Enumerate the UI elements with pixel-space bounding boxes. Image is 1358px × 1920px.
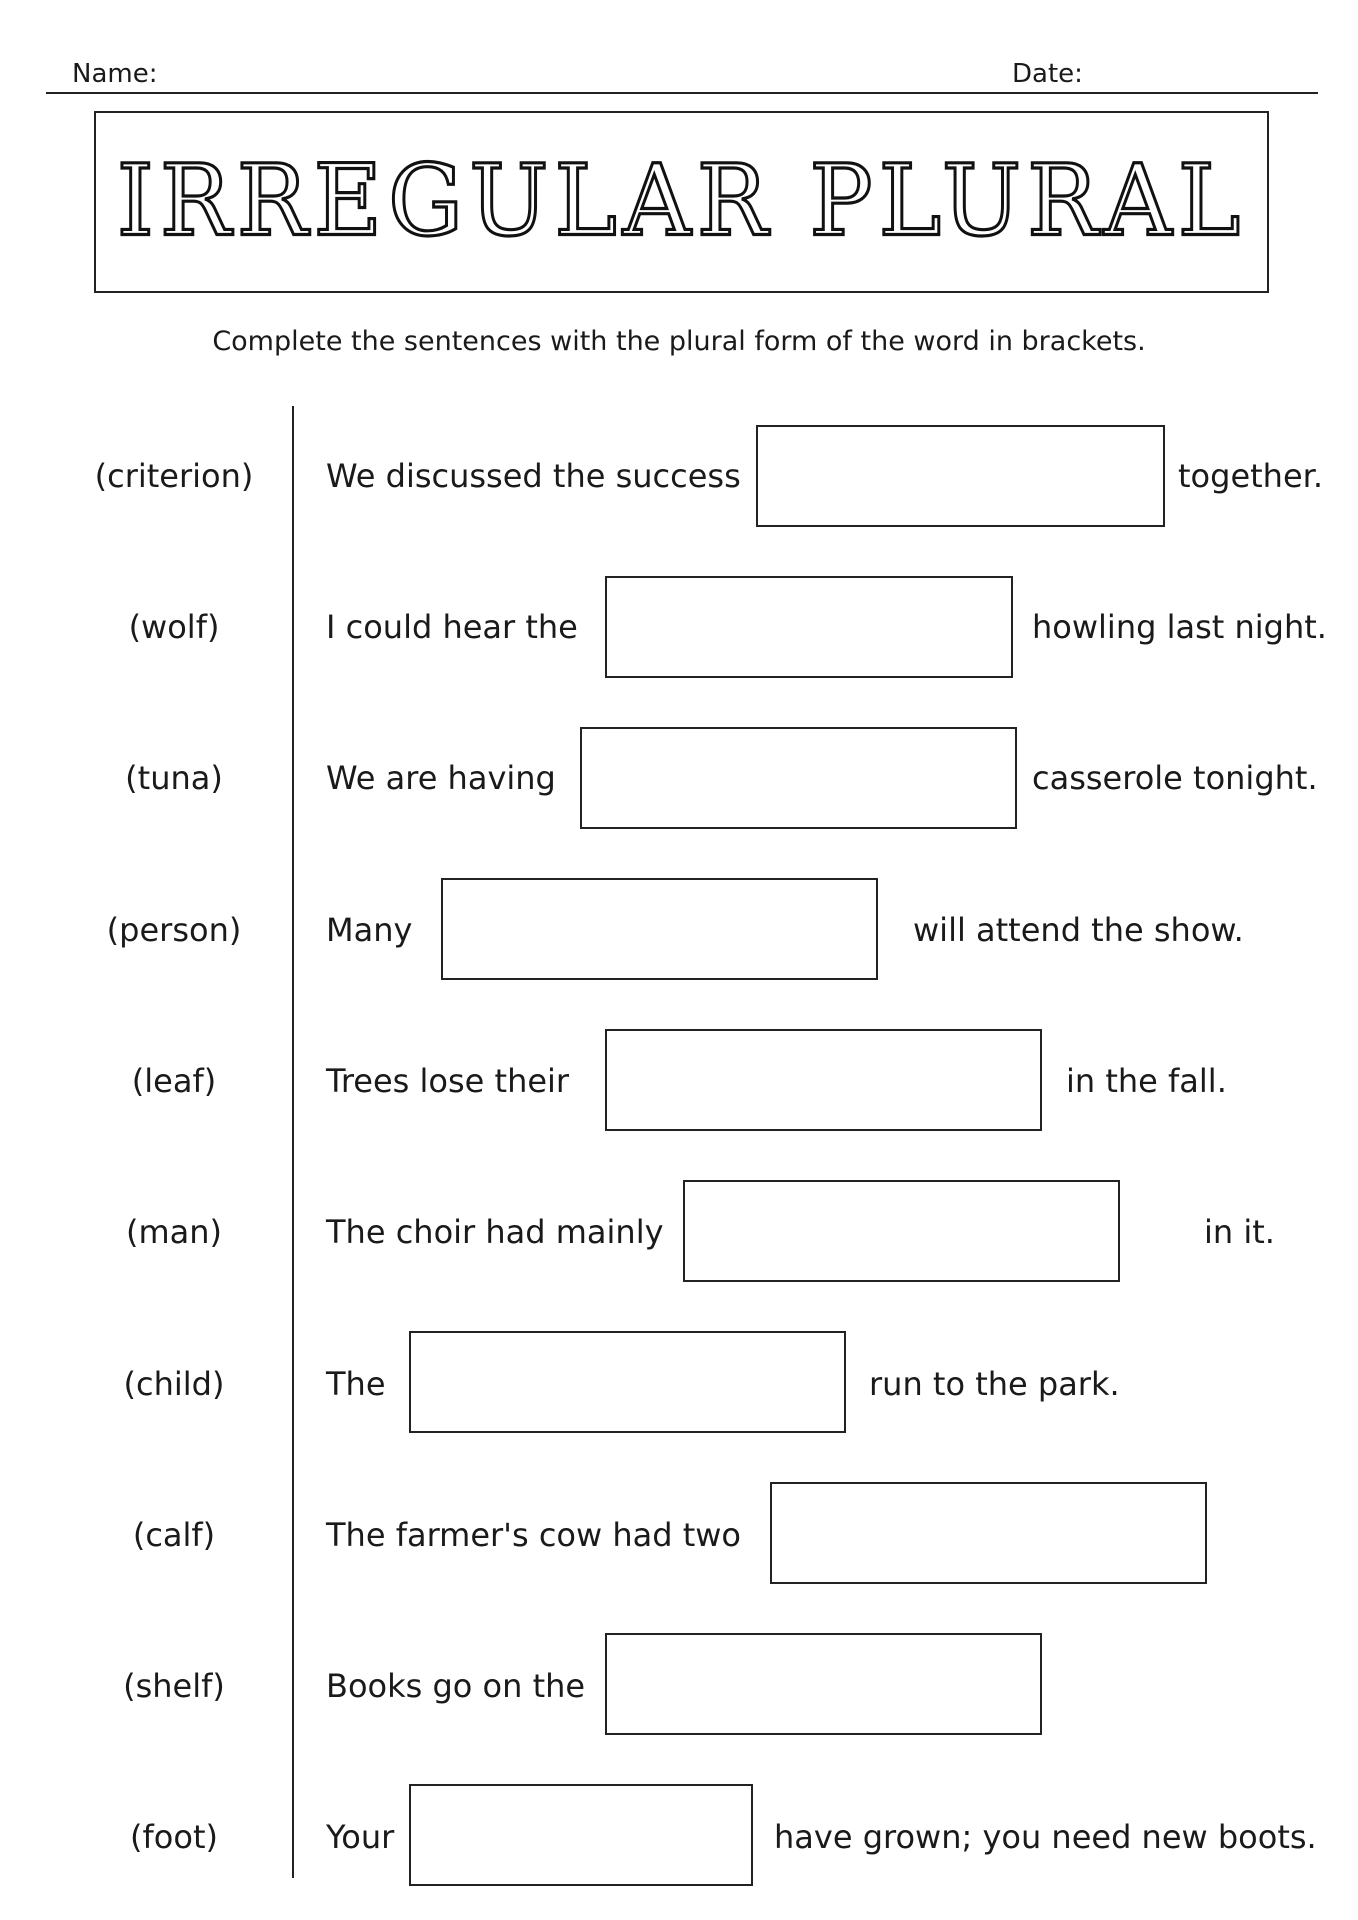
row-8-hint: (calf) [132,1516,216,1554]
row-8-text-before: The farmer's cow had two [326,1516,741,1554]
row-3-text-after: casserole tonight. [1032,759,1318,797]
name-label: Name: [72,59,158,89]
row-3-answer-box[interactable] [580,727,1017,829]
row-7-answer-box[interactable] [409,1331,846,1433]
row-7-hint: (child) [123,1365,225,1403]
row-7-text-after: run to the park. [869,1365,1120,1403]
row-4-text-after: will attend the show. [913,911,1244,949]
instructions: Complete the sentences with the plural form of the word in brackets. [212,326,1146,357]
row-2-text-after: howling last night. [1032,608,1327,646]
row-1-hint: (criterion) [94,457,254,495]
header-rule [46,92,1318,94]
row-6-answer-box[interactable] [683,1180,1120,1282]
row-4-answer-box[interactable] [441,878,878,980]
row-5-text-after: in the fall. [1066,1062,1227,1100]
row-9-text-before: Books go on the [326,1667,586,1705]
row-5-answer-box[interactable] [605,1029,1042,1131]
row-10-text-after: have grown; you need new boots. [774,1818,1317,1856]
row-9-answer-box[interactable] [605,1633,1042,1735]
title-box [94,111,1269,293]
row-9-hint: (shelf) [123,1667,225,1705]
row-2-answer-box[interactable] [605,576,1013,678]
row-6-text-before: The choir had mainly [326,1213,664,1251]
row-3-text-before: We are having [326,759,556,797]
row-1-answer-box[interactable] [756,425,1165,527]
row-5-text-before: Trees lose their [326,1062,570,1100]
row-5-hint: (leaf) [131,1062,217,1100]
row-1-text-after: together. [1178,457,1324,495]
date-label: Date: [1012,59,1083,89]
row-10-text-before: Your [326,1818,395,1856]
row-4-text-before: Many [326,911,413,949]
row-10-hint: (foot) [130,1818,218,1856]
row-10-answer-box[interactable] [409,1784,753,1886]
row-2-text-before: I could hear the [326,608,578,646]
row-4-hint: (person) [106,911,242,949]
worksheet-title: IRREGULAR PLURAL [116,144,1247,259]
row-6-hint: (man) [125,1213,223,1251]
row-3-hint: (tuna) [125,759,223,797]
row-6-text-after: in it. [1204,1213,1275,1251]
row-2-hint: (wolf) [128,608,220,646]
row-8-answer-box[interactable] [770,1482,1207,1584]
row-1-text-before: We discussed the success [326,457,741,495]
row-7-text-before: The [326,1365,386,1403]
